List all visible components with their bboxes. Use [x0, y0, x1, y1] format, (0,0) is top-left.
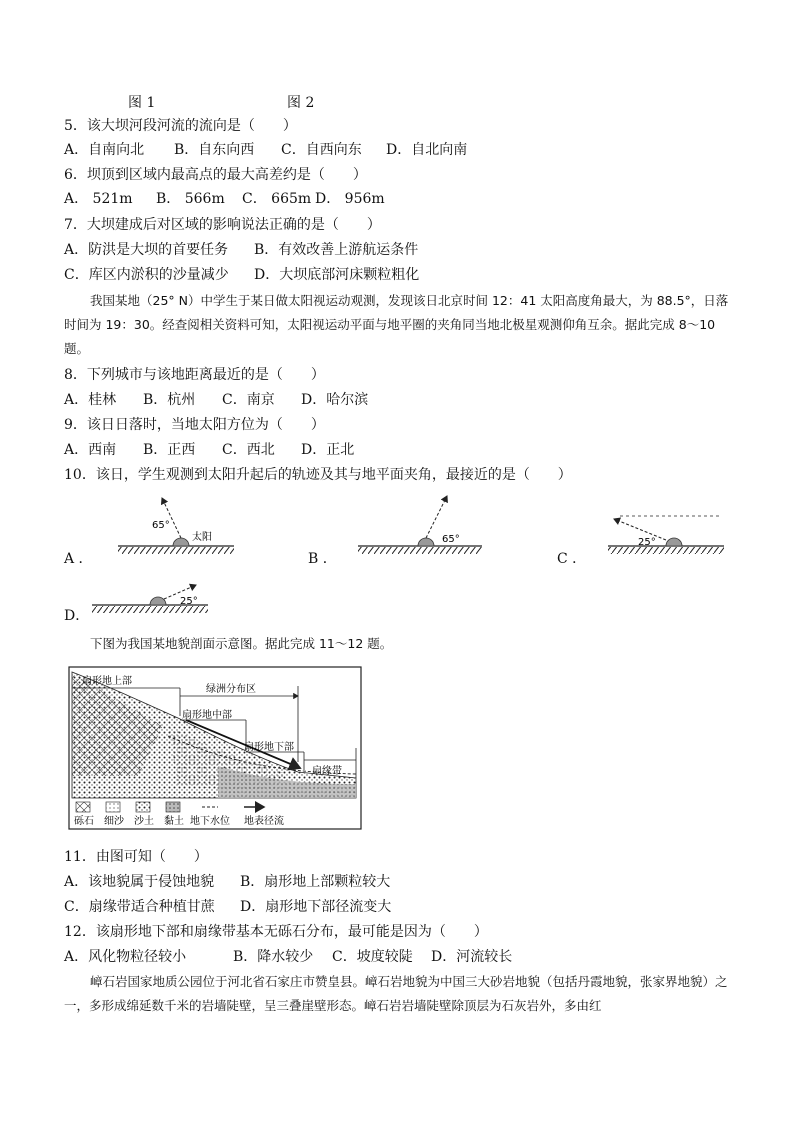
question-8-stem: 8．下列城市与该地距离最近的是（ ） [64, 367, 325, 383]
q10-diagram-d [84, 575, 214, 620]
q12-option-b[interactable]: B．降水较少 [233, 949, 314, 965]
question-7-stem: 7．大坝建成后对区域的影响说法正确的是（ ） [64, 217, 381, 233]
q10-a-sun-label: 太阳 [192, 532, 212, 543]
q11-option-b[interactable]: B．扇形地上部颗粒较大 [240, 874, 391, 890]
q12-option-d[interactable]: D．河流较长 [431, 949, 513, 965]
passage-landform-profile-text: 下图为我国某地貌剖面示意图。据此完成 11～12 题。 [90, 636, 393, 651]
q7-option-b[interactable]: B．有效改善上游航运条件 [254, 242, 419, 258]
figure-2-caption: 图 2 [287, 95, 315, 111]
q10-option-b[interactable]: B ． [308, 551, 337, 567]
legend-sandy-soil-label: 沙土 [134, 816, 154, 827]
q8-option-a[interactable]: A．桂林 [64, 392, 117, 408]
legend-gravel-swatch [76, 802, 90, 812]
q9-option-b[interactable]: B．正西 [143, 442, 196, 458]
q10-diagram-c [600, 505, 730, 565]
zone-oasis: 绿洲分布区 [206, 684, 256, 695]
legend-gravel-label: 砾石 [74, 816, 94, 827]
question-10-stem: 10．该日，学生观测到太阳升起后的轨迹及其与地平面夹角，最接近的是（ ） [64, 467, 572, 483]
q10-c-angle-label: 25° [638, 537, 656, 548]
q8-option-c[interactable]: C．南京 [222, 392, 275, 408]
sun-icon [666, 538, 682, 546]
q9-option-a[interactable]: A．西南 [64, 442, 117, 458]
q7-option-d[interactable]: D．大坝底部河床颗粒粗化 [254, 267, 420, 283]
q10-d-angle-label: 25° [180, 596, 198, 607]
passage-zhangshiyan-text: 嶂石岩国家地质公园位于河北省石家庄市赞皇县。嶂石岩地貌为中国三大砂岩地貌（包括丹霞地貌，张家界地貌）之一，多形成绵延数千米的岩墙陡壁，呈三叠崖壁形态。嶂石岩岩墙陡壁除顶层为石灰岩外，多由红 [64, 974, 728, 1013]
q12-option-c[interactable]: C．坡度较陡 [332, 949, 413, 965]
legend-sandy-soil-swatch [136, 802, 150, 812]
q10-option-c[interactable]: C ． [557, 551, 587, 567]
q5-option-a[interactable]: A．自南向北 [64, 142, 145, 158]
sun-icon [173, 538, 189, 546]
legend-clay-swatch [166, 802, 180, 812]
q11-option-d[interactable]: D．扇形地下部径流变大 [240, 899, 392, 915]
legend-fine-sand-label: 细沙 [104, 816, 124, 827]
question-6-stem: 6．坝顶到区域内最高点的最大高差约是（ ） [64, 167, 367, 183]
zone-lower-fan: 扇形地下部 [244, 742, 294, 753]
q6-option-d[interactable]: D． 956m [315, 191, 385, 207]
q6-option-a[interactable]: A． 521m [64, 191, 133, 207]
question-12-stem: 12．该扇形地下部和扇缘带基本无砾石分布，最可能是因为（ ） [64, 924, 488, 940]
q11-option-c[interactable]: C．扇缘带适合种植甘蔗 [64, 899, 215, 915]
legend-runoff-label: 地表径流 [244, 816, 284, 827]
zone-middle-fan: 扇形地中部 [182, 710, 232, 721]
question-9-stem: 9．该日日落时，当地太阳方位为（ ） [64, 417, 325, 433]
q12-option-a[interactable]: A．风化物粒径较小 [64, 949, 187, 965]
passage-landform-profile [64, 632, 736, 656]
legend-clay-label: 黏土 [164, 816, 184, 827]
q10-a-angle-label: 65° [152, 520, 170, 531]
figure-1-caption: 图 1 [128, 95, 156, 111]
q5-option-d[interactable]: D．自北向南 [386, 142, 468, 158]
q6-option-b[interactable]: B． 566m [156, 191, 225, 207]
q8-option-b[interactable]: B．杭州 [143, 392, 196, 408]
legend-groundwater-label: 地下水位 [190, 816, 230, 827]
q8-option-d[interactable]: D．哈尔滨 [301, 392, 369, 408]
q11-option-a[interactable]: A．该地貌属于侵蚀地貌 [64, 874, 215, 890]
zone-upper-fan: 扇形地上部 [82, 676, 132, 687]
q7-option-a[interactable]: A．防洪是大坝的首要任务 [64, 242, 229, 258]
sun-icon [418, 538, 434, 546]
legend-fine-sand-swatch [106, 802, 120, 812]
sun-icon [150, 597, 166, 605]
passage-zhangshiyan [64, 970, 736, 1018]
passage-sun-observation [64, 289, 736, 361]
landform-profile-diagram [68, 666, 362, 830]
passage-sun-observation-text: 我国某地（25° N）中学生于某日做太阳视运动观测，发现该日北京时间 12：41 太阳高度角最大，为 88.5°，日落时间为 19：30。经查阅相关资料可知，太阳视运动平面与地平圈的夹角同当地北极星观测仰角互余。据此完成 8～10 题。 [64, 293, 729, 356]
question-5-stem: 5．该大坝河段河流的流向是（ ） [64, 118, 297, 134]
q10-diagram-a [110, 490, 240, 560]
q9-option-c[interactable]: C．西北 [222, 442, 275, 458]
question-11-stem: 11．由图可知（ ） [64, 849, 208, 865]
q10-option-a[interactable]: A ． [64, 551, 93, 567]
q10-diagram-b [350, 490, 490, 560]
q7-option-c[interactable]: C．库区内淤积的沙量减少 [64, 267, 229, 283]
q5-option-b[interactable]: B．自东向西 [174, 142, 255, 158]
zone-fan-edge: 扇缘带 [312, 766, 342, 777]
q10-b-angle-label: 65° [442, 534, 460, 545]
q9-option-d[interactable]: D．正北 [301, 442, 355, 458]
q5-option-c[interactable]: C．自西向东 [281, 142, 362, 158]
q6-option-c[interactable]: C． 665m [242, 191, 312, 207]
q10-option-d[interactable]: D． [64, 608, 90, 624]
